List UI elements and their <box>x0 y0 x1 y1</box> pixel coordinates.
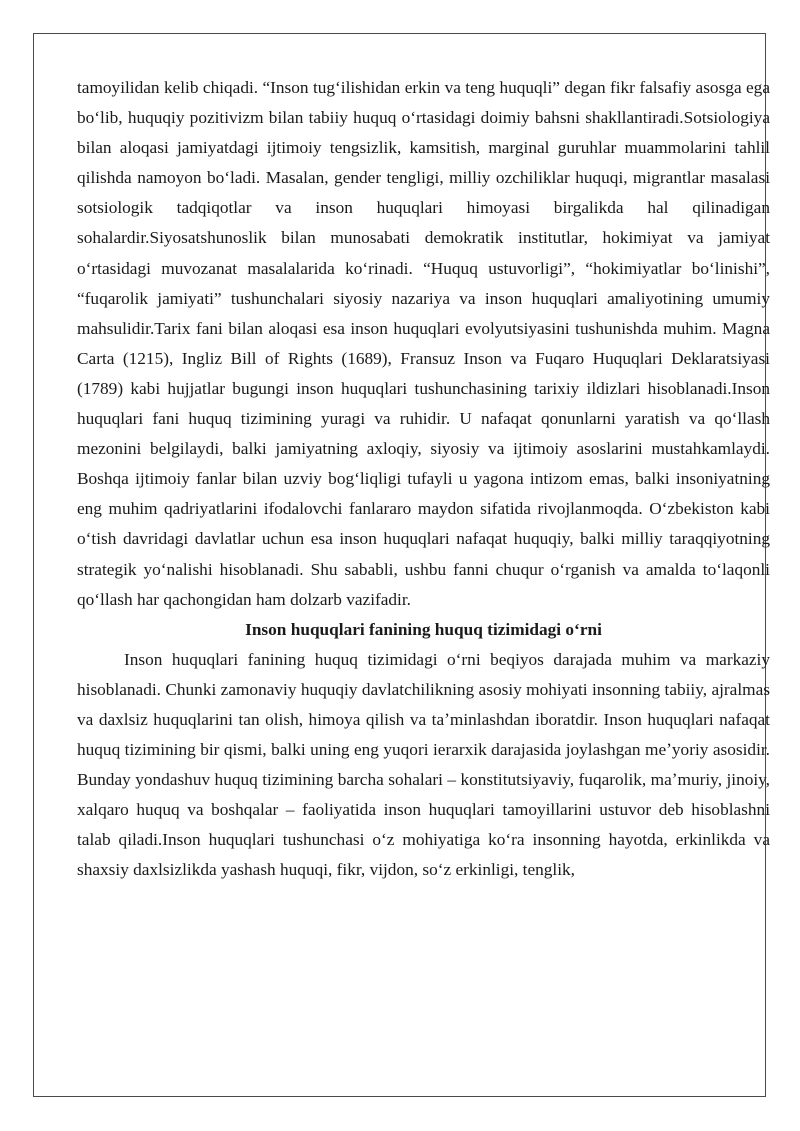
body-paragraph-continued: tamoyilidan kelib chiqadi. “Inson tugʻilishidan erkin va teng huquqli” degan fikr falsafiy asosga ega boʻlib, huquqiy pozitivizm bilan tabiiy huquq oʻrtasidagi doimiy bahsni shakllantiradi.Sotsiologiya bilan aloqasi jamiyatdagi ijtimoiy tengsizlik, kamsitish, marginal guruhlar muammolarini tahlil qilishda namoyon boʻladi. Masalan, gender tengligi, milliy ozchiliklar huquqi, migrantlar masalasi sotsiologik tadqiqotlar va inson huquqlari himoyasi birgalikda hal qilinadigan sohalardir.Siyosatshunoslik bilan munosabati demokratik institutlar, hokimiyat va jamiyat oʻrtasidagi muvozanat masalalarida koʻrinadi. “Huquq ustuvorligi”, “hokimiyatlar boʻlinishi”, “fuqarolik jamiyati” tushunchalari siyosiy nazariya va inson huquqlari amaliyotining umumiy mahsulidir.Tarix fani bilan aloqasi esa inson huquqlari evolyutsiyasini tushunishda muhim. Magna Carta (1215), Ingliz Bill of Rights (1689), Fransuz Inson va Fuqaro Huquqlari Deklaratsiyasi (1789) kabi hujjatlar bugungi inson huquqlari tushunchasining tarixiy ildizlari hisoblanadi.Inson huquqlari fani huquq tizimining yuragi va ruhidir. U nafaqat qonunlarni yaratish va qoʻllash mezonini belgilaydi, balki jamiyatning axloqiy, siyosiy va ijtimoiy asoslarini mustahkamlaydi. Boshqa ijtimoiy fanlar bilan uzviy bogʻliqligi tufayli u yagona intizom emas, balki insoniyatning eng muhim qadriyatlarini ifodalovchi fanlararo maydon sifatida rivojlanmoqda. Oʻzbekiston kabi oʻtish davridagi davlatlar uchun esa inson huquqlari nafaqat huquqiy, balki milliy taraqqiyotning strategik yoʻnalishi hisoblanadi. Shu sababli, ushbu fanni chuqur oʻrganish va amalda toʻlaqonli qoʻllash har qachongidan ham dolzarb vazifadir. <box>77 78 770 609</box>
document-body <box>77 73 770 886</box>
body-paragraph: Inson huquqlari fanining huquq tizimidagi oʻrni beqiyos darajada muhim va markaziy hisoblanadi. Chunki zamonaviy huquqiy davlatchilikning asosiy mohiyati insonning tabiiy, ajralmas va daxlsiz huquqlarini tan olish, himoya qilish va taʼminlashdan iboratdir. Inson huquqlari nafaqat huquq tizimining bir qismi, balki uning eng yuqori ierarxik darajasida joylashgan meʼyoriy asosidir. Bunday yondashuv huquq tizimining barcha sohalari – konstitutsiyaviy, fuqarolik, maʼmuriy, jinoiy, xalqaro huquq va boshqalar – faoliyatida inson huquqlari tamoyillarini ustuvor deb hisoblashni talab qiladi.Inson huquqlari tushunchasi oʻz mohiyatiga koʻra insonning hayotda, erkinlikda va shaxsiy daxlsizlikda yashash huquqi, fikr, vijdon, soʻz erkinligi, tenglik, <box>77 649 770 880</box>
section-heading: Inson huquqlari fanining huquq tizimidagi oʻrni <box>245 619 602 639</box>
